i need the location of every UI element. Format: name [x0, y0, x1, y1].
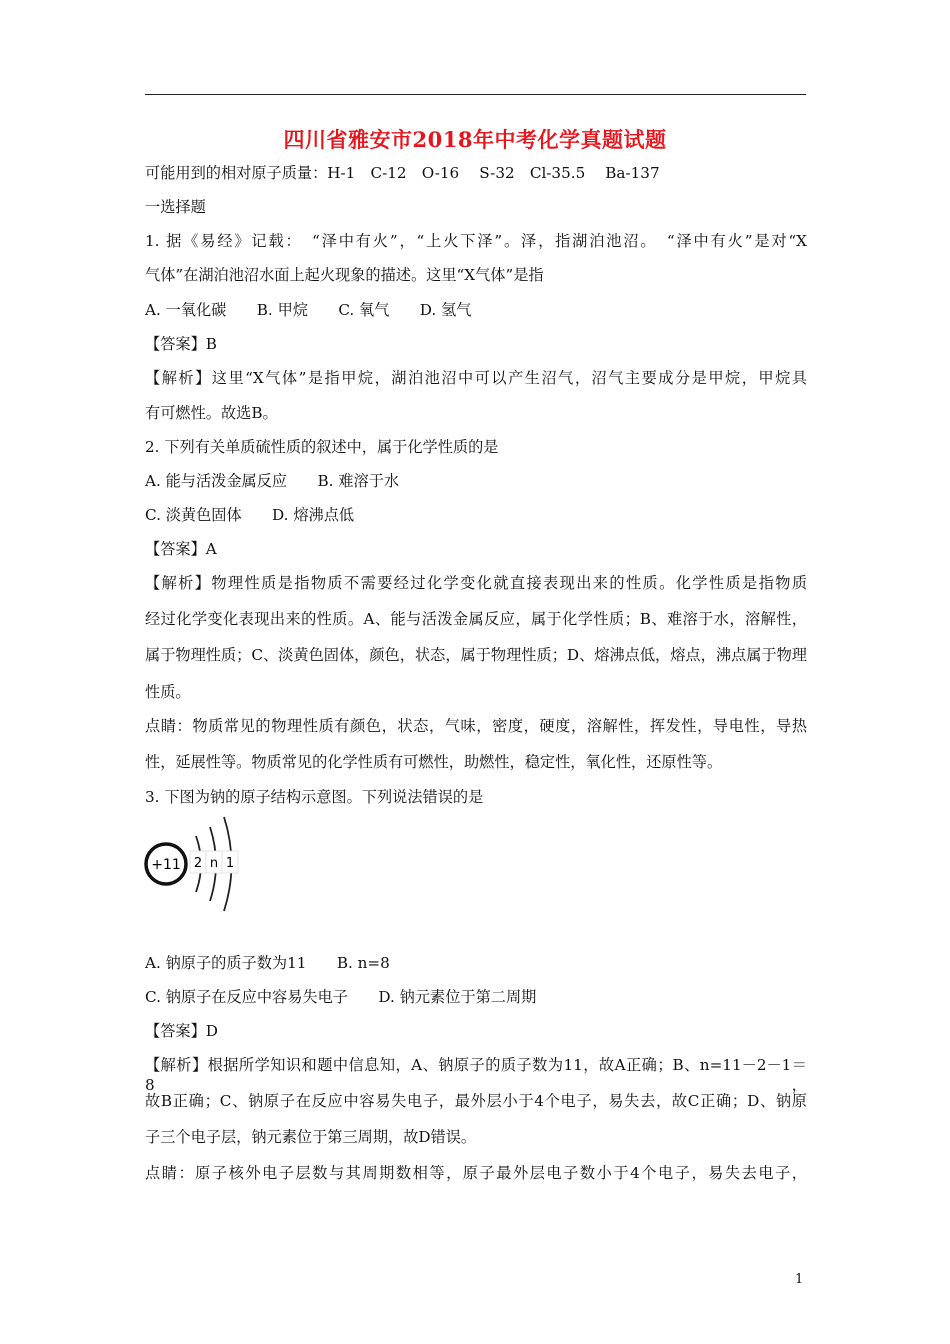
q3-options-row1: A. 钠原子的质子数为11 B. n=8: [145, 954, 390, 972]
shell-3-electrons: 1: [225, 856, 235, 871]
q2-answer: 【答案】A: [145, 540, 217, 558]
q1-stem-line2: 气体”在湖泊池沼水面上起火现象的描述。这里“X气体”是指: [145, 266, 544, 284]
q2-analysis-line2: 经过化学变化表现出来的性质。A、能与活泼金属反应，属于化学性质；B、难溶于水，溶解性，: [145, 610, 807, 628]
q3-answer: 【答案】D: [145, 1022, 218, 1040]
shell-1-electrons: 2: [193, 856, 203, 871]
page-number: 1: [795, 1272, 804, 1287]
atomic-masses: 可能用到的相对原子质量：H-1 C-12 O-16 S-32 Cl-35.5 Ba-137: [145, 164, 660, 182]
q3-analysis-line1: 【解析】根据所学知识和题中信息知，A、钠原子的质子数为11，故A正确；B、n=11－2－1＝8，: [145, 1056, 807, 1094]
page-title: 四川省雅安市2018年中考化学真题试题: [283, 127, 667, 152]
q2-note-line1: 点睛：物质常见的物理性质有颜色，状态，气味，密度，硬度，溶解性，挥发性，导电性，导热: [145, 717, 807, 735]
nucleus-charge: +11: [151, 857, 181, 873]
q2-stem: 2. 下列有关单质硫性质的叙述中，属于化学性质的是: [145, 438, 499, 456]
q1-analysis-line1: 【解析】这里“X气体”是指甲烷，湖泊池沼中可以产生沼气，沼气主要成分是甲烷，甲烷具: [145, 369, 807, 387]
shell-2-electrons: n: [209, 856, 219, 871]
header-rule: [145, 94, 806, 95]
q3-options-row2: C. 钠原子在反应中容易失电子 D. 钠元素位于第二周期: [145, 988, 537, 1006]
section-heading: 一选择题: [145, 198, 206, 216]
q2-options-row2: C. 淡黄色固体 D. 熔沸点低: [145, 506, 355, 524]
q3-stem: 3. 下图为钠的原子结构示意图。下列说法错误的是: [145, 788, 484, 806]
q3-note-line1: 点睛：原子核外电子层数与其周期数相等，原子最外层电子数小于4个电子，易失去电子，: [145, 1164, 807, 1182]
q3-analysis-line2: 故B正确；C、钠原子在反应中容易失电子，最外层小于4个电子，易失去，故C正确；D、钠原: [145, 1092, 807, 1110]
sodium-atom-diagram: [140, 813, 250, 923]
q1-analysis-line2: 有可燃性。故选B。: [145, 404, 278, 422]
q1-answer: 【答案】B: [145, 335, 217, 353]
q2-analysis-line4: 性质。: [145, 683, 191, 701]
q1-options: A. 一氧化碳 B. 甲烷 C. 氧气 D. 氢气: [145, 301, 472, 319]
q2-note-line2: 性，延展性等。物质常见的化学性质有可燃性，助燃性，稳定性，氧化性，还原性等。: [145, 753, 723, 771]
q2-options-row1: A. 能与活泼金属反应 B. 难溶于水: [145, 472, 400, 490]
q3-analysis-line3: 子三个电子层，钠元素位于第三周期，故D错误。: [145, 1128, 477, 1146]
q1-stem-line1: 1. 据《易经》记载： “泽中有火”，“上火下泽”。泽，指湖泊池沼。 “泽中有火”是对“X: [145, 232, 807, 250]
q2-analysis-line1: 【解析】物理性质是指物质不需要经过化学变化就直接表现出来的性质。化学性质是指物质: [145, 574, 807, 592]
q2-analysis-line3: 属于物理性质；C、淡黄色固体，颜色，状态，属于物理性质；D、熔沸点低，熔点，沸点属于物理: [145, 646, 807, 664]
